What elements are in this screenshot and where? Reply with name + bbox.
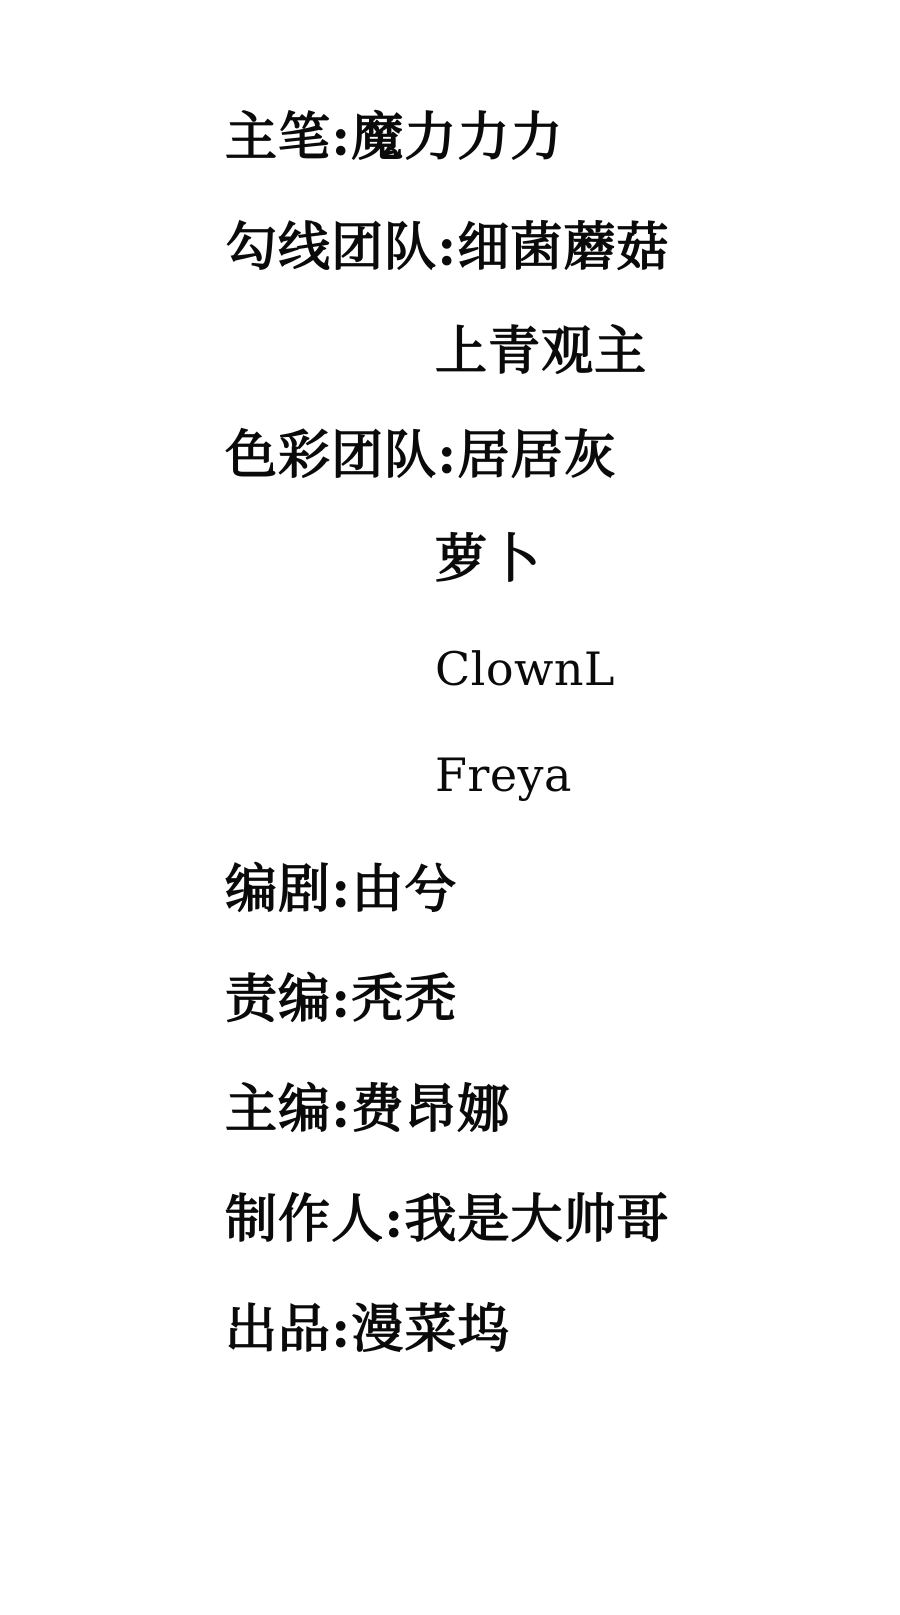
spacer xyxy=(0,938,900,952)
spacer xyxy=(0,400,900,408)
credit-line-color-member-4: Freya xyxy=(435,748,572,802)
spacer xyxy=(0,608,900,616)
credit-line-responsible-editor: 责编:秃秃 xyxy=(225,969,458,1030)
credit-line-color-team: 色彩团队:居居灰 xyxy=(225,425,617,486)
spacer xyxy=(0,828,900,842)
credit-line-color-member-3: ClownL xyxy=(435,642,615,696)
spacer xyxy=(0,296,900,304)
spacer xyxy=(0,504,900,512)
credit-line-lead-artist: 主笔:魔力力力 xyxy=(225,107,564,168)
spacer xyxy=(0,186,900,200)
credit-line-screenwriter: 编剧:由兮 xyxy=(225,859,458,920)
credit-line-publisher: 出品:漫菜坞 xyxy=(225,1299,511,1360)
credit-line-producer: 制作人:我是大帅哥 xyxy=(225,1189,670,1250)
spacer xyxy=(0,1268,900,1282)
spacer xyxy=(0,1158,900,1172)
credit-line-color-member-2: 萝卜 xyxy=(435,529,542,590)
credit-line-chief-editor: 主编:费昂娜 xyxy=(225,1079,511,1140)
credit-line-lineart-team: 勾线团队:细菌蘑菇 xyxy=(225,217,670,278)
spacer xyxy=(0,1048,900,1062)
credit-line-lineart-member-2: 上青观主 xyxy=(435,321,648,382)
